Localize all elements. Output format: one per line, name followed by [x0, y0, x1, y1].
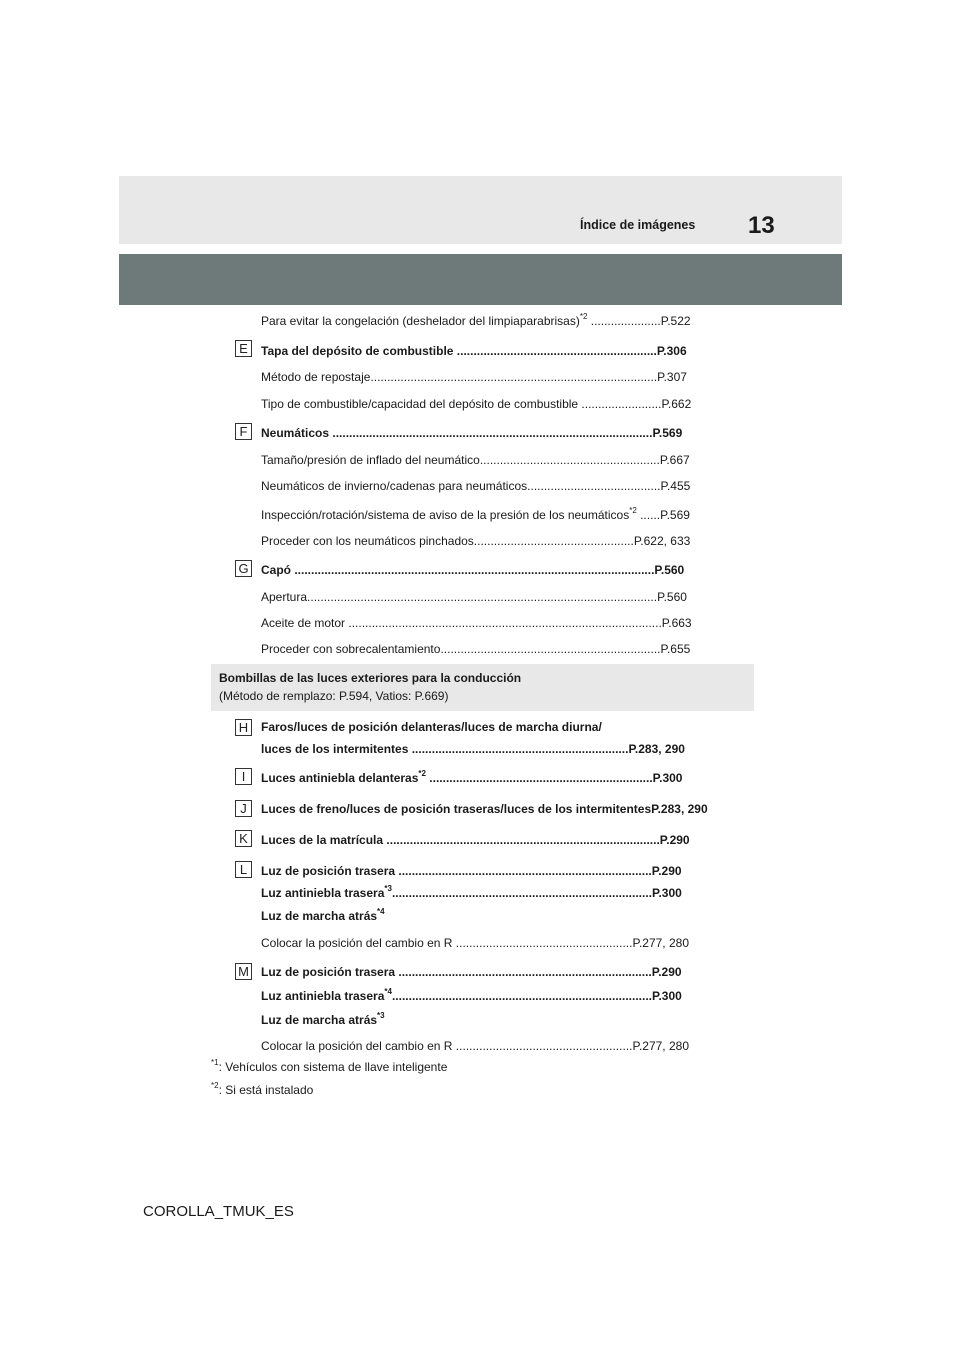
entry-line: Tapa del depósito de combustible ............................................................P.306 [261, 344, 687, 358]
section-title: Índice de imágenes [580, 218, 696, 232]
marker-i: I [235, 768, 252, 785]
entry-line: Luz de marcha atrás$^{*3}$ [261, 1011, 385, 1027]
document-code: COROLLA_TMUK_ES [143, 1203, 294, 1220]
entry-line: Neumáticos ................................................................................................P.569 [261, 426, 683, 440]
entry-line: Colocar la posición del cambio en R .....................................................P.277, 280 [261, 936, 689, 950]
entry-line: Inspección/rotación/sistema de aviso de la presión de los neumáticos$^{*2}$ ......P.569 [261, 506, 690, 522]
marker-e: E [235, 340, 252, 357]
entry-line: Proceder con los neumáticos pinchados................................................P.622, 633 [261, 534, 691, 548]
entry-line: Para evitar la congelación (deshelador del limpiaparabrisas)$^{*2}$ .....................P.522 [261, 312, 691, 328]
marker-f: F [235, 423, 252, 440]
entry-line: Luces antiniebla delanteras$^{*2}$ ...................................................................P.300 [261, 769, 683, 785]
entry-line: Proceder con sobrecalentamiento..................................................................P.655 [261, 642, 691, 656]
footnote: $^{*1}$: Vehículos con sistema de llave inteligente [211, 1058, 448, 1074]
entry-line: Luz antiniebla trasera$^{*4}$..............................................................................P.300 [261, 987, 682, 1003]
banner-title: Bombillas de las luces exteriores para la conducción [219, 671, 522, 685]
marker-l: L [235, 861, 252, 878]
entry-line: Colocar la posición del cambio en R .....................................................P.277, 280 [261, 1039, 689, 1053]
entry-line: Luz antiniebla trasera$^{*3}$..............................................................................P.300 [261, 884, 682, 900]
marker-k: K [235, 830, 252, 847]
marker-j: J [235, 800, 252, 817]
entry-line: Luz de marcha atrás$^{*4}$ [261, 907, 385, 923]
marker-g: G [235, 560, 252, 577]
marker-h: H [235, 719, 252, 736]
header-bar [119, 254, 842, 305]
entry-line: Luces de la matrícula ..................................................................................P.290 [261, 833, 690, 847]
entry-line: Luz de posición trasera ............................................................................P.290 [261, 864, 682, 878]
banner-subtitle: (Método de remplazo: P.594, Vatios: P.669) [219, 689, 449, 703]
entry-line: Neumáticos de invierno/cadenas para neumáticos........................................P.455 [261, 479, 691, 493]
entry-line: luces de los intermitentes .................................................................P.283, 290 [261, 742, 685, 756]
entry-line: Apertura.........................................................................................................P.560 [261, 590, 687, 604]
footnote: $^{*2}$: Si está instalado [211, 1081, 314, 1097]
entry-line: Tamaño/presión de inflado del neumático......................................................P.667 [261, 453, 690, 467]
page-number: 13 [748, 212, 775, 239]
marker-m: M [235, 963, 252, 980]
entry-line: Luces de freno/luces de posición traseras/luces de los intermitentesP.283, 290 [261, 802, 708, 816]
entry-line: Capó ............................................................................................................P.560 [261, 563, 685, 577]
entry-line: Faros/luces de posición delanteras/luces de marcha diurna/ [261, 720, 602, 734]
entry-line: Luz de posición trasera ............................................................................P.290 [261, 965, 682, 979]
entry-line: Método de repostaje......................................................................................P.307 [261, 370, 687, 384]
entry-line: Tipo de combustible/capacidad del depósito de combustible ........................P.662 [261, 397, 692, 411]
header-band [119, 176, 842, 244]
entry-line: Aceite de motor ..............................................................................................P.663 [261, 616, 692, 630]
